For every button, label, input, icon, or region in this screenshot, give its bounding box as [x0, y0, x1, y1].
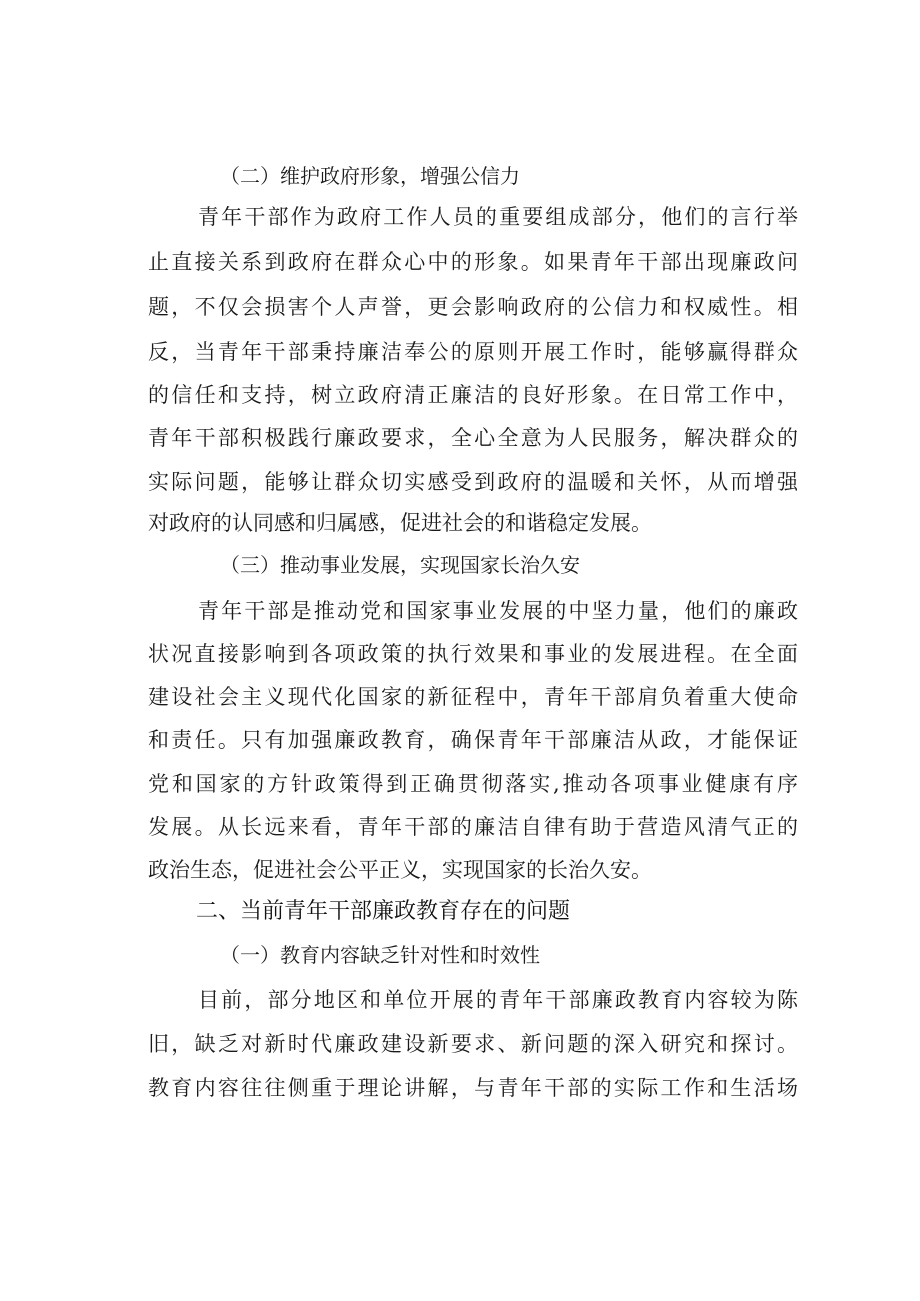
- paragraph-line: 青年干部积极践行廉政要求，全心全意为人民服务，解决群众的: [148, 426, 798, 450]
- paragraph-line: 发展。从长远来看，青年干部的廉洁自律有助于营造风清气正的: [148, 815, 798, 839]
- paragraph-line: 政治生态，促进社会公平正义，实现国家的长治久安。: [148, 858, 652, 882]
- chapter-heading: 二、当前青年干部廉政教育存在的问题: [196, 899, 571, 924]
- paragraph-line: 目前，部分地区和单位开展的青年干部廉政教育内容较为陈: [198, 988, 798, 1012]
- paragraph-line: 青年干部作为政府工作人员的重要组成部分，他们的言行举: [198, 205, 798, 229]
- paragraph-line: 实际问题，能够让群众切实感受到政府的温暖和关怀，从而增强: [148, 470, 798, 494]
- paragraph-line: 党和国家的方针政策得到正确贯彻落实,推动各项事业健康有序: [148, 772, 798, 796]
- paragraph-line: 反，当青年干部秉持廉洁奉公的原则开展工作时，能够赢得群众: [148, 340, 798, 364]
- paragraph-line: 题，不仅会损害个人声誉，更会影响政府的公信力和权威性。相: [148, 295, 798, 319]
- paragraph-line: 教育内容往往侧重于理论讲解，与青年干部的实际工作和生活场: [148, 1076, 798, 1100]
- section-heading: （三）推动事业发展，实现国家长治久安: [220, 553, 580, 577]
- paragraph-line: 止直接关系到政府在群众心中的形象。如果青年干部出现廉政问: [148, 250, 798, 274]
- paragraph-line: 旧，缺乏对新时代廉政建设新要求、新问题的深入研究和探讨。: [148, 1032, 798, 1056]
- section-heading: （一）教育内容缺乏针对性和时效性: [220, 943, 540, 967]
- section-heading: （二）维护政府形象，增强公信力: [220, 164, 520, 188]
- paragraph-line: 和责任。只有加强廉政教育，确保青年干部廉洁从政，才能保证: [148, 728, 798, 752]
- paragraph-line: 建设社会主义现代化国家的新征程中，青年干部肩负着重大使命: [148, 685, 798, 709]
- paragraph-line: 的信任和支持，树立政府清正廉洁的良好形象。在日常工作中，: [148, 383, 798, 407]
- paragraph-line: 状况直接影响到各项政策的执行效果和事业的发展进程。在全面: [148, 642, 798, 666]
- paragraph-line: 青年干部是推动党和国家事业发展的中坚力量，他们的廉政: [198, 599, 798, 623]
- paragraph-line: 对政府的认同感和归属感，促进社会的和谐稳定发展。: [148, 511, 652, 535]
